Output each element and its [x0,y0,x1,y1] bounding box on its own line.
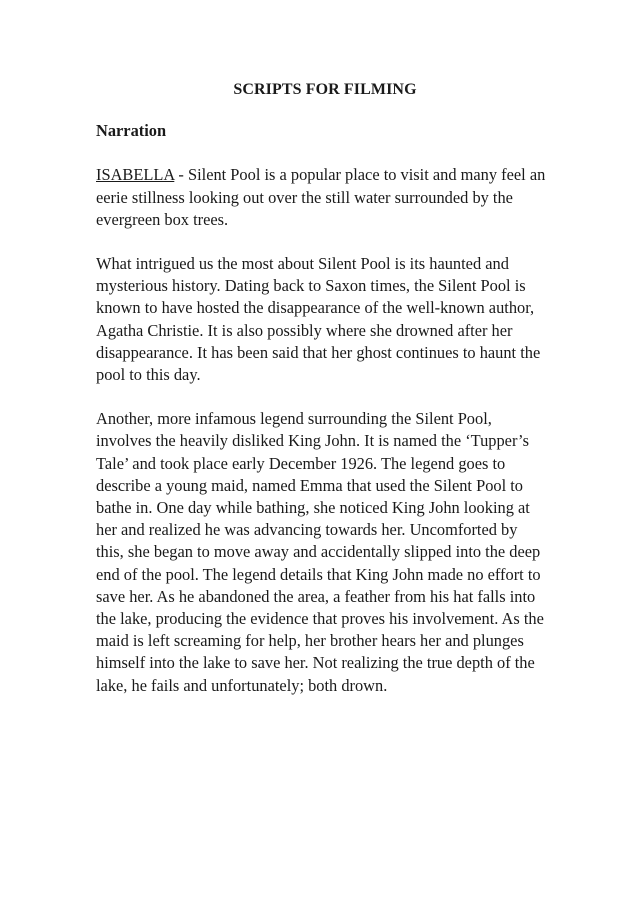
paragraph-legend: Another, more infamous legend surrounding the Silent Pool, involves the heavily disliked King John. It is named the ‘Tupper’s Tale’ and took place early December 1926. The legend goes to describe a young maid, named Emma that used the Silent Pool to bathe in. One day while bathing, she noticed King John looking at her and realized he was advancing towards her. Uncomforted by this, she began to move away and accidentally slipped into the deep end of the pool. The legend details that King John made no effort to save her. As he abandoned the area, a feather from his hat falls into the lake, producing the evidence that proves his involvement. As the maid is left screaming for help, her brother hears her and plunges himself into the lake to save her. Not realizing the true depth of the lake, he fails and unfortunately; both drown. [96,409,544,695]
speaker-name: ISABELLA [96,165,175,185]
document-body [96,79,546,719]
document-title: SCRIPTS FOR FILMING [233,81,417,98]
paragraph-isabella [96,164,546,231]
section-heading: Narration [96,121,167,141]
paragraph-history: What intrigued us the most about Silent Pool is its haunted and mysterious history. Dating back to Saxon times, the Silent Pool is known to have hosted the disappearance of the well-known author, Agatha Christie. It is also possibly where she drowned after her disappearance. It has been said that her ghost continues to haunt the pool to this day. [96,254,541,385]
paragraph-1-text: - Silent Pool is a popular place to visit and many feel an eerie stillness looking out over the still water surrounded by the evergreen box trees. [96,165,546,229]
